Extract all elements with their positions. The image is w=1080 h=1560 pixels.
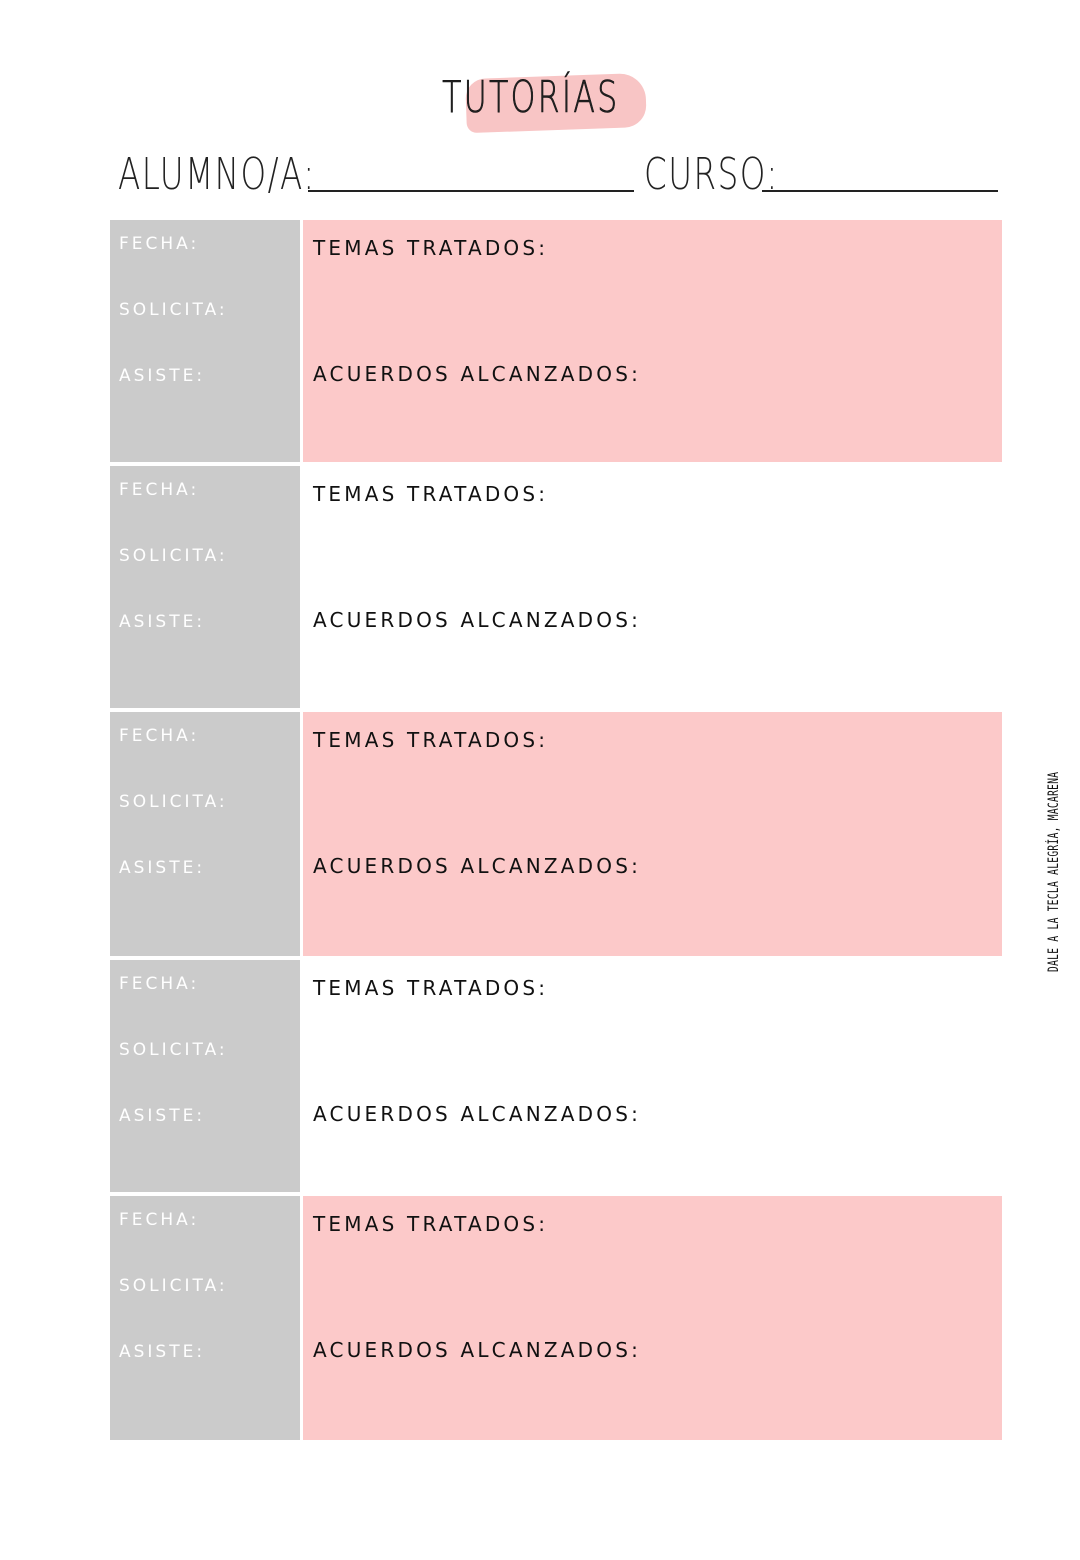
curso-label: CURSO: xyxy=(644,149,779,200)
acuerdos-alcanzados-label: ACUERDOS ALCANZADOS: xyxy=(313,1338,642,1362)
fecha-label: FECHA: xyxy=(119,480,200,500)
temas-tratados-label: TEMAS TRATADOS: xyxy=(313,976,549,1000)
page-header xyxy=(0,70,1080,140)
row-notes-panel[interactable] xyxy=(303,712,1002,956)
asiste-label: ASISTE: xyxy=(119,1342,206,1362)
solicita-label: SOLICITA: xyxy=(119,300,228,320)
asiste-label: ASISTE: xyxy=(119,858,206,878)
side-credit-text: DALE A LA TECLA ALEGRÍA, MACARENA xyxy=(1046,771,1062,972)
acuerdos-alcanzados-label: ACUERDOS ALCANZADOS: xyxy=(313,608,642,632)
row-info-panel xyxy=(110,960,300,1192)
fecha-label: FECHA: xyxy=(119,234,200,254)
alumno-input-line[interactable] xyxy=(308,190,634,192)
tutoring-row xyxy=(110,960,1002,1192)
solicita-label: SOLICITA: xyxy=(119,792,228,812)
asiste-label: ASISTE: xyxy=(119,1106,206,1126)
row-notes-panel[interactable] xyxy=(303,220,1002,462)
temas-tratados-label: TEMAS TRATADOS: xyxy=(313,1212,549,1236)
solicita-label: SOLICITA: xyxy=(119,1040,228,1060)
side-credit xyxy=(1046,677,1062,972)
temas-tratados-label: TEMAS TRATADOS: xyxy=(313,482,549,506)
tutoring-row xyxy=(110,466,1002,708)
row-info-panel xyxy=(110,1196,300,1440)
asiste-label: ASISTE: xyxy=(119,612,206,632)
tutoring-row xyxy=(110,712,1002,956)
tutoring-row xyxy=(110,220,1002,462)
acuerdos-alcanzados-label: ACUERDOS ALCANZADOS: xyxy=(313,362,642,386)
row-info-panel xyxy=(110,466,300,708)
row-info-panel xyxy=(110,220,300,462)
temas-tratados-label: TEMAS TRATADOS: xyxy=(313,236,549,260)
solicita-label: SOLICITA: xyxy=(119,1276,228,1296)
fecha-label: FECHA: xyxy=(119,1210,200,1230)
row-info-panel xyxy=(110,712,300,956)
fecha-label: FECHA: xyxy=(119,974,200,994)
acuerdos-alcanzados-label: ACUERDOS ALCANZADOS: xyxy=(313,854,642,878)
row-notes-panel[interactable] xyxy=(303,466,1002,708)
solicita-label: SOLICITA: xyxy=(119,546,228,566)
alumno-label: ALUMNO/A: xyxy=(118,149,316,200)
tutoring-table xyxy=(110,220,1002,1440)
row-notes-panel[interactable] xyxy=(303,960,1002,1192)
asiste-label: ASISTE: xyxy=(119,366,206,386)
student-fields xyxy=(118,150,1008,200)
fecha-label: FECHA: xyxy=(119,726,200,746)
curso-input-line[interactable] xyxy=(762,190,998,192)
tutoring-row xyxy=(110,1196,1002,1440)
row-notes-panel[interactable] xyxy=(303,1196,1002,1440)
acuerdos-alcanzados-label: ACUERDOS ALCANZADOS: xyxy=(313,1102,642,1126)
page-title: TUTORÍAS xyxy=(442,72,620,123)
temas-tratados-label: TEMAS TRATADOS: xyxy=(313,728,549,752)
